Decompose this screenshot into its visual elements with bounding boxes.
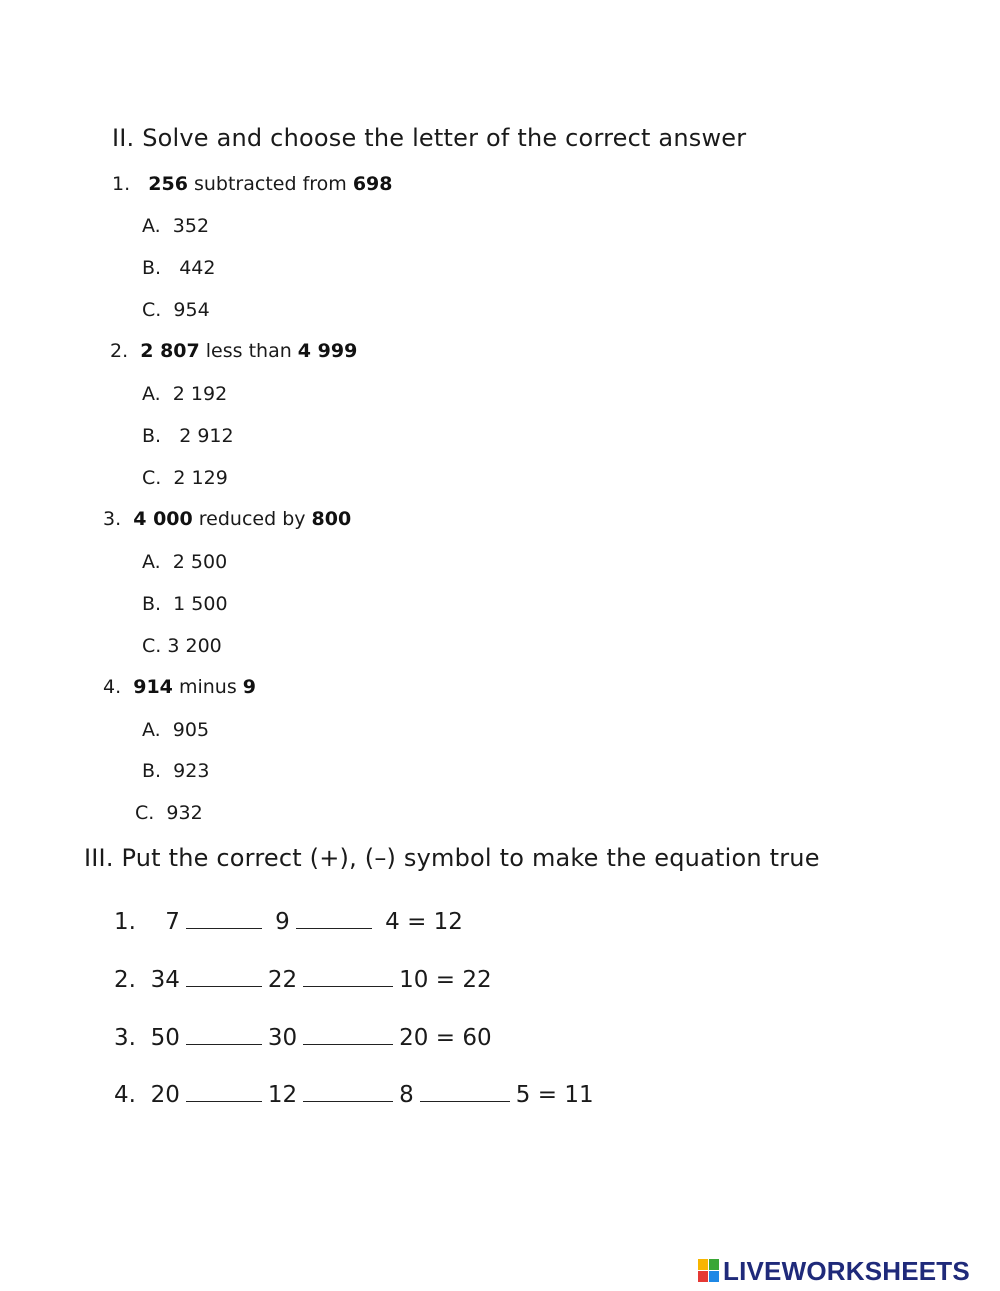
- answer-blank[interactable]: [303, 1026, 393, 1045]
- question-phrase: minus: [172, 676, 243, 698]
- equation-number: 2.: [114, 967, 136, 993]
- question-2: [110, 340, 357, 362]
- equation-term: 50: [150, 1025, 180, 1051]
- equation-term: 20: [150, 1082, 180, 1108]
- equation-term: 10: [399, 967, 429, 993]
- answer-blank[interactable]: [186, 910, 262, 929]
- equation-term: 7: [165, 909, 180, 935]
- option-3a[interactable]: [142, 551, 227, 573]
- option-value: 923: [173, 760, 210, 782]
- question-3: [103, 508, 351, 530]
- option-4c[interactable]: [135, 802, 203, 824]
- question-operand-a: 256: [148, 173, 188, 195]
- option-value: 442: [179, 257, 216, 279]
- equation-term: 9: [275, 909, 290, 935]
- question-4: [103, 676, 256, 698]
- equation-term: 30: [267, 1025, 298, 1051]
- option-4a[interactable]: [142, 719, 209, 741]
- answer-blank[interactable]: [296, 910, 372, 929]
- option-2c[interactable]: [142, 467, 228, 489]
- answer-blank[interactable]: [186, 1026, 262, 1045]
- question-operand-a: 2 807: [140, 340, 200, 362]
- liveworksheets-logo: [698, 1256, 970, 1286]
- equation-term: 8: [399, 1082, 414, 1108]
- question-operand-b: 9: [242, 676, 256, 698]
- option-letter: B.: [142, 425, 162, 447]
- option-3b[interactable]: [142, 593, 228, 615]
- question-operand-b: 698: [352, 173, 393, 195]
- option-letter: C.: [142, 467, 162, 489]
- equation-term: 12: [267, 1082, 298, 1108]
- option-3c[interactable]: [142, 635, 222, 657]
- option-letter: A.: [142, 215, 161, 237]
- option-letter: B.: [142, 760, 162, 782]
- option-letter: B.: [142, 593, 162, 615]
- equation-3: [114, 1025, 492, 1051]
- equation-result: = 12: [407, 909, 463, 935]
- option-letter: A.: [142, 551, 161, 573]
- question-number: 3.: [103, 508, 122, 530]
- equation-number: 3.: [114, 1025, 136, 1051]
- question-operand-b: 800: [311, 508, 352, 530]
- equation-result: = 60: [435, 1025, 492, 1051]
- question-operand-a: 914: [133, 676, 173, 698]
- equation-4: [114, 1082, 594, 1108]
- option-value: 2 129: [173, 467, 228, 489]
- option-4b[interactable]: [142, 760, 209, 782]
- option-letter: C.: [142, 635, 162, 657]
- question-number: 2.: [110, 340, 129, 362]
- equation-result: = 11: [537, 1082, 594, 1108]
- option-letter: C.: [135, 802, 155, 824]
- option-2b[interactable]: [142, 425, 234, 447]
- answer-blank[interactable]: [186, 968, 262, 987]
- option-letter: A.: [142, 719, 161, 741]
- question-number: 1.: [112, 173, 131, 195]
- option-2a[interactable]: [142, 383, 227, 405]
- logo-text: LIVEWORKSHEETS: [723, 1255, 970, 1286]
- option-value: 2 500: [172, 551, 228, 573]
- answer-blank[interactable]: [186, 1083, 262, 1102]
- option-value: 3 200: [167, 635, 222, 657]
- equation-term: 22: [267, 967, 298, 993]
- section-2-title: II. Solve and choose the letter of the correct answer: [112, 124, 747, 152]
- question-phrase: less than: [199, 340, 298, 362]
- question-phrase: subtracted from: [187, 173, 353, 195]
- question-1: [112, 173, 393, 195]
- option-value: 352: [172, 215, 210, 237]
- question-operand-b: 4 999: [297, 340, 358, 362]
- option-value: 932: [166, 802, 203, 824]
- option-value: 2 912: [179, 425, 234, 447]
- option-value: 2 192: [172, 383, 228, 405]
- option-letter: A.: [142, 383, 161, 405]
- option-value: 954: [173, 299, 210, 321]
- equation-number: 1.: [114, 909, 136, 935]
- equation-result: = 22: [435, 967, 492, 993]
- equation-term: 34: [150, 967, 180, 993]
- answer-blank[interactable]: [420, 1083, 510, 1102]
- option-letter: C.: [142, 299, 162, 321]
- equation-2: [114, 967, 492, 993]
- logo-mark-icon: [698, 1259, 720, 1283]
- question-operand-a: 4 000: [133, 508, 193, 530]
- option-1c[interactable]: [142, 299, 210, 321]
- option-1b[interactable]: [142, 257, 215, 279]
- option-letter: B.: [142, 257, 162, 279]
- equation-term: 4: [385, 909, 400, 935]
- equation-number: 4.: [114, 1082, 136, 1108]
- question-number: 4.: [103, 676, 122, 698]
- equation-1: [114, 909, 463, 935]
- equation-term: 5: [515, 1082, 531, 1108]
- section-3-title: III. Put the correct (+), (–) symbol to make the equation true: [84, 844, 820, 872]
- question-phrase: reduced by: [192, 508, 312, 530]
- equation-term: 20: [399, 1025, 429, 1051]
- option-value: 1 500: [173, 593, 228, 615]
- option-1a[interactable]: [142, 215, 209, 237]
- answer-blank[interactable]: [303, 968, 393, 987]
- option-value: 905: [172, 719, 210, 741]
- answer-blank[interactable]: [303, 1083, 393, 1102]
